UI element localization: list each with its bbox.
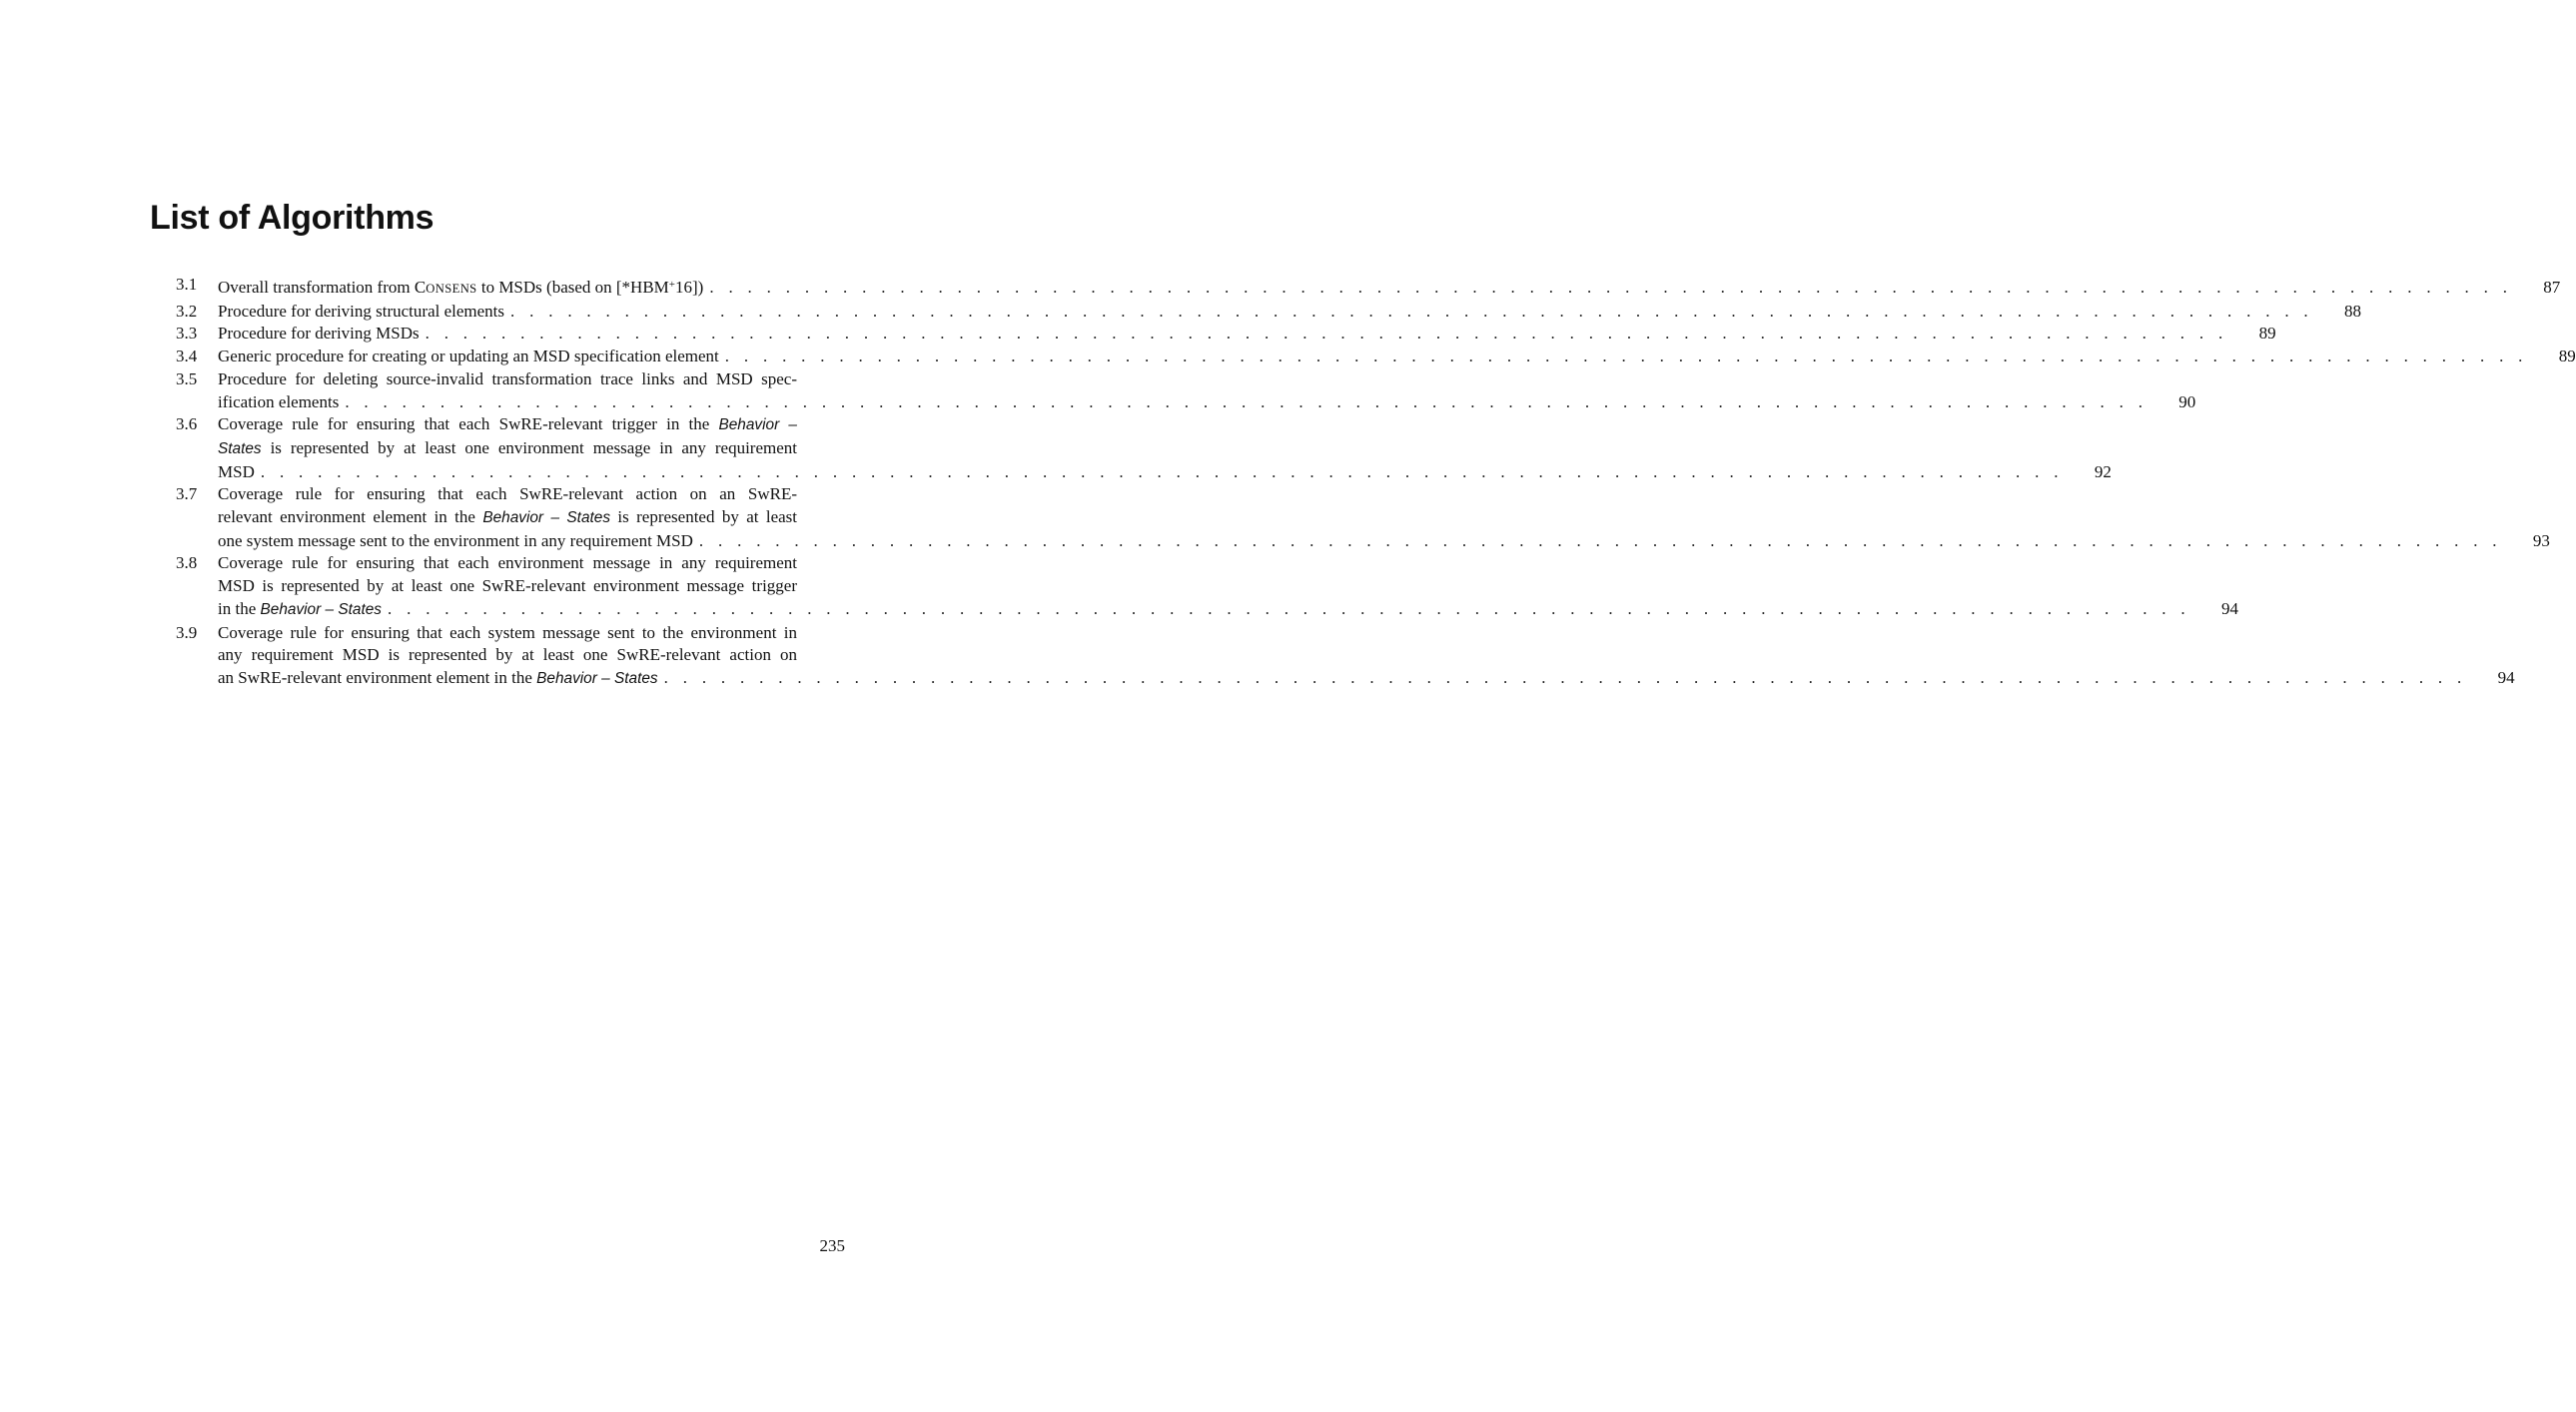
caption-line (218, 506, 845, 530)
caption-final-text (218, 391, 339, 414)
caption-text: ification elements (218, 391, 340, 411)
caption-final-text (218, 530, 693, 553)
caption-final-text (218, 667, 658, 691)
algorithm-caption (218, 323, 2276, 346)
superscript: + (668, 279, 676, 291)
page-number: 235 (819, 1236, 845, 1255)
algorithm-number: 3.1 (176, 275, 198, 294)
caption-line (218, 552, 845, 575)
caption-line (218, 437, 845, 461)
caption-text: Coverage rule for ensuring that each SwRE-relevant action on an SwRE- (218, 484, 797, 504)
caption-text: an SwRE-relevant environment element in the (218, 667, 537, 687)
algorithm-number: 3.2 (176, 301, 198, 321)
caption-text: 16]) (675, 278, 704, 297)
emphasized-term: Behavior – (718, 416, 797, 434)
caption-line (218, 644, 845, 667)
algorithm-page-number: 89 (2258, 324, 2276, 344)
algorithm-number: 3.3 (176, 324, 198, 344)
algorithm-number: 3.4 (176, 347, 198, 366)
caption-final-line (218, 274, 2561, 301)
caption-text: MSD is represented by at least one SwRE-relevant environment message trigger (218, 576, 797, 596)
caption-final-line (218, 598, 2238, 622)
caption-final-line (218, 461, 2112, 484)
algorithm-caption (218, 622, 2515, 691)
caption-text: any requirement MSD is represented by at least one SwRE-relevant action on (218, 645, 797, 665)
algorithm-number: 3.7 (176, 484, 198, 504)
algorithm-caption (218, 274, 2561, 301)
algorithm-page-number: 89 (2558, 347, 2576, 366)
caption-final-line (218, 323, 2276, 346)
caption-text: Procedure for deriving MSDs (218, 324, 420, 344)
algorithm-caption (218, 301, 2361, 324)
algorithm-entry (176, 346, 2576, 368)
caption-text: Generic procedure for creating or updating an MSD specification element (218, 347, 719, 366)
algorithm-page-number: 92 (2094, 461, 2112, 481)
algorithm-caption (218, 552, 2238, 621)
caption-text: Coverage rule for ensuring that each SwRE-relevant trigger in the (218, 414, 719, 434)
emphasized-term: States (218, 439, 262, 457)
emphasized-term: Behavior – States (260, 600, 382, 618)
algorithm-page-number: 90 (2178, 391, 2196, 411)
caption-text: Coverage rule for ensuring that each system message sent to the environment in (218, 622, 797, 642)
caption-text: is represented by at least (610, 507, 797, 527)
algorithm-entry (176, 274, 2561, 301)
algorithm-caption (218, 368, 2196, 413)
dot-leader: . . . . . . . . . . . . . . . . . . . . . . . . . . . . . . . . . . . . . . . . . . . . . . . . . . . . . . . . . . . . . . . . . . . . . . . . . . . . . . . . . . . . . . . . . . . . . . . (345, 391, 2148, 411)
algorithm-page-number: 94 (2497, 667, 2515, 687)
caption-text: ONSENS (426, 282, 477, 296)
dot-leader: . . . . . . . . . . . . . . . . . . . . . . . . . . . . . . . . . . . . . . . . . . . . . . . . . . . . . . . . . . . . . . . . . . . . . . . . . . . . . . . . . . . . . . . . . . . . . . . (388, 598, 2190, 618)
caption-final-text (218, 274, 703, 301)
caption-final-text (218, 598, 382, 622)
caption-final-line (218, 346, 2576, 368)
dot-leader: . . . . . . . . . . . . . . . . . . . . . . . . . . . . . . . . . . . . . . . . . . . . . . . . . . . . . . . . . . . . . . . . . . . . . . . . . . . . . . . . . . . . . . . . . . . . . . . (724, 347, 2528, 366)
caption-line (218, 575, 845, 598)
caption-line (218, 368, 845, 391)
dot-leader: . . . . . . . . . . . . . . . . . . . . . . . . . . . . . . . . . . . . . . . . . . . . . . . . . . . . . . . . . . . . . . . . . . . . . . . . . . . . . . . . . . . . . . . . . . . . . . . (425, 324, 2228, 344)
algorithm-number: 3.6 (176, 414, 198, 434)
caption-final-line (218, 667, 2515, 691)
emphasized-term: Behavior – States (482, 509, 611, 527)
caption-text: is represented by at least one environment message in any requirement (261, 437, 797, 457)
algorithm-entry (176, 622, 2515, 691)
caption-final-text (218, 461, 255, 484)
caption-line (218, 413, 845, 437)
caption-text: relevant environment element in the (218, 507, 483, 527)
algorithm-number: 3.5 (176, 368, 198, 388)
dot-leader: . . . . . . . . . . . . . . . . . . . . . . . . . . . . . . . . . . . . . . . . . . . . . . . . . . . . . . . . . . . . . . . . . . . . . . . . . . . . . . . . . . . . . . . . . . . . . . . (260, 461, 2064, 481)
caption-text: Procedure for deleting source-invalid transformation trace links and MSD spec- (218, 368, 797, 388)
algorithm-page-number: 93 (2532, 530, 2550, 550)
algorithm-entry (176, 368, 2196, 413)
emphasized-term: Behavior – States (536, 669, 658, 687)
dot-leader: . . . . . . . . . . . . . . . . . . . . . . . . . . . . . . . . . . . . . . . . . . . . . . . . . . . . . . . . . . . . . . . . . . . . . . . . . . . . . . . . . . . . . . . . . . . . . . . (510, 301, 2313, 321)
algorithm-page-number: 94 (2220, 598, 2238, 618)
dot-leader: . . . . . . . . . . . . . . . . . . . . . . . . . . . . . . . . . . . . . . . . . . . . . . . . . . . . . . . . . . . . . . . . . . . . . . . . . . . . . . . . . . . . . . . . . . . . . . . (698, 530, 2502, 550)
algorithm-entry (176, 413, 2112, 483)
algorithm-page-number: 87 (2543, 278, 2561, 297)
caption-text: to MSDs (based on [*HBM (476, 278, 669, 297)
algorithm-number: 3.8 (176, 553, 198, 573)
algorithm-caption (218, 413, 2112, 483)
caption-text: one system message sent to the environment in any requirement MSD (218, 530, 693, 550)
algorithm-entry (176, 323, 2276, 346)
algorithm-list (176, 274, 2576, 691)
algorithm-entry (176, 301, 2361, 324)
caption-final-text (218, 301, 504, 324)
caption-text: Overall transformation from (218, 278, 415, 297)
caption-final-text (218, 323, 420, 346)
caption-final-line (218, 530, 2550, 553)
caption-line (218, 483, 845, 506)
caption-text: MSD (218, 461, 255, 481)
caption-text: in the (218, 598, 261, 618)
algorithm-page-number: 88 (2343, 301, 2361, 321)
caption-final-line (218, 301, 2361, 324)
caption-text: Coverage rule for ensuring that each environment message in any requirement (218, 553, 797, 573)
page-title: List of Algorithms (150, 199, 434, 237)
caption-final-line (218, 391, 2196, 414)
algorithm-entry (176, 552, 2238, 621)
caption-text: Procedure for deriving structural elements (218, 301, 505, 321)
caption-text: C (414, 278, 427, 297)
caption-line (218, 622, 845, 645)
algorithm-caption (218, 483, 2550, 552)
dot-leader: . . . . . . . . . . . . . . . . . . . . . . . . . . . . . . . . . . . . . . . . . . . . . . . . . . . . . . . . . . . . . . . . . . . . . . . . . . . . . . . . . . . . . . . . . . . . . . . (663, 667, 2467, 687)
dot-leader: . . . . . . . . . . . . . . . . . . . . . . . . . . . . . . . . . . . . . . . . . . . . . . . . . . . . . . . . . . . . . . . . . . . . . . . . . . . . . . . . . . . . . . . . . . . . . . . (709, 278, 2513, 297)
caption-final-text (218, 346, 719, 368)
algorithm-entry (176, 483, 2550, 552)
algorithm-caption (218, 346, 2576, 368)
algorithm-number: 3.9 (176, 622, 198, 642)
